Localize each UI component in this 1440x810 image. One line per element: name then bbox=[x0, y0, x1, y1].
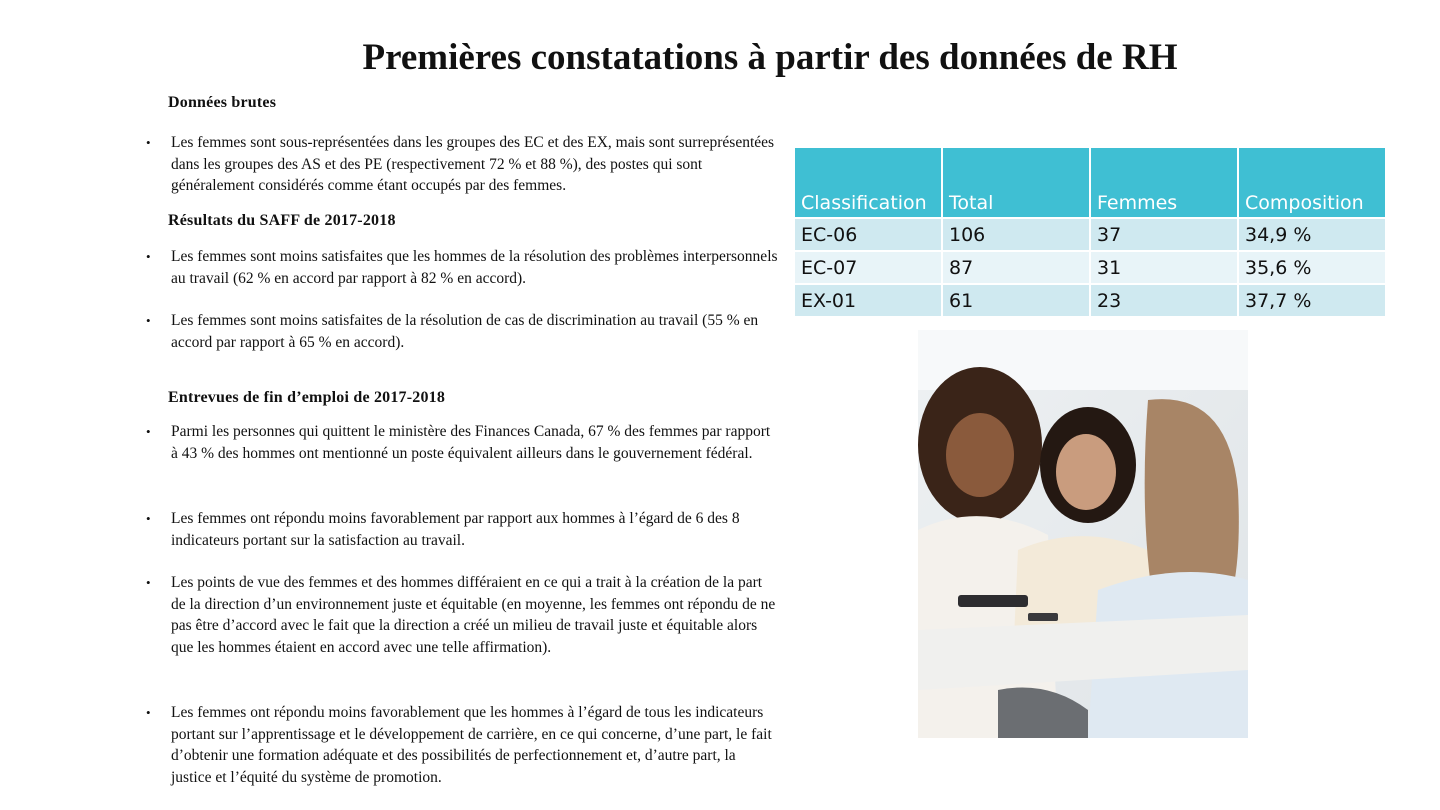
bullet-text: Les femmes ont répondu moins favorablement que les hommes à l’égard de tous les indicateurs portant sur l’apprentissage et le développement de carrière, en ce qui concerne, d’une part, le fait d’obtenir une formation adéquate et des possibilités de perfectionnement et, d’autre part, la justice et l’équité du système de promotion. bbox=[171, 704, 772, 786]
header-femmes: Femmes bbox=[1091, 148, 1237, 217]
list-item bbox=[146, 132, 778, 197]
bullet-icon: • bbox=[146, 249, 151, 264]
cell-classification: EC-06 bbox=[795, 219, 941, 250]
cell-classification: EC-07 bbox=[795, 252, 941, 283]
cell-femmes: 31 bbox=[1091, 252, 1237, 283]
cell-classification: EX-01 bbox=[795, 285, 941, 316]
section-heading-entrevues: Entrevues de fin d’emploi de 2017-2018 bbox=[168, 389, 446, 406]
bullet-text: Les femmes ont répondu moins favorablement par rapport aux hommes à l’égard de 6 des 8 indicateurs portant sur la satisfaction au travail. bbox=[171, 510, 740, 549]
page-title: Premières constatations à partir des données de RH bbox=[362, 37, 1178, 78]
table-row bbox=[795, 252, 1385, 283]
bullet-text: Les femmes sont sous-représentées dans les groupes des EC et des EX, mais sont surreprésentées dans les groupes des AS et des PE (respectivement 72 % et 88 %), des postes qui sont généralement considérés comme étant occupés par des femmes. bbox=[171, 134, 775, 195]
bullet-icon: • bbox=[146, 705, 151, 720]
bullet-text: Les femmes sont moins satisfaites de la résolution de cas de discrimination au travail (55 % en accord par rapport à 65 % en accord). bbox=[171, 312, 759, 351]
bullet-text: Les points de vue des femmes et des hommes différaient en ce qui a trait à la création de la part de la direction d’un environnement juste et équitable (en moyenne, les femmes ont répondu de ne pas être d’accord avec le fait que la direction a créé un milieu de travail juste et équitable alors que les hommes étaient en accord avec une telle affirmation). bbox=[171, 574, 776, 656]
bullet-icon: • bbox=[146, 135, 151, 150]
cell-total: 106 bbox=[943, 219, 1089, 250]
section-heading-saff: Résultats du SAFF de 2017-2018 bbox=[168, 212, 396, 229]
cell-total: 87 bbox=[943, 252, 1089, 283]
bullet-icon: • bbox=[146, 575, 151, 590]
list-item bbox=[146, 246, 778, 289]
header-composition: Composition bbox=[1239, 148, 1385, 217]
table-header-row bbox=[795, 148, 1385, 217]
bullet-icon: • bbox=[146, 511, 151, 526]
list-item bbox=[146, 702, 778, 788]
list-item bbox=[146, 572, 778, 658]
classification-table bbox=[793, 146, 1387, 318]
list-item bbox=[146, 310, 778, 353]
cell-composition: 34,9 % bbox=[1239, 219, 1385, 250]
bullet-text: Les femmes sont moins satisfaites que les hommes de la résolution des problèmes interpersonnels au travail (62 % en accord par rapport à 82 % en accord). bbox=[171, 248, 778, 287]
bullet-icon: • bbox=[146, 313, 151, 328]
table-row bbox=[795, 285, 1385, 316]
header-total: Total bbox=[943, 148, 1089, 217]
cell-total: 61 bbox=[943, 285, 1089, 316]
bullet-text: Parmi les personnes qui quittent le ministère des Finances Canada, 67 % des femmes par rapport à 43 % des hommes ont mentionné un poste équivalent ailleurs dans le gouvernement fédéral. bbox=[171, 423, 771, 462]
list-item bbox=[146, 508, 778, 551]
cell-composition: 35,6 % bbox=[1239, 252, 1385, 283]
cell-femmes: 37 bbox=[1091, 219, 1237, 250]
section-heading-donnees-brutes: Données brutes bbox=[168, 94, 277, 111]
table-row bbox=[795, 219, 1385, 250]
cell-femmes: 23 bbox=[1091, 285, 1237, 316]
women-meeting-photo bbox=[918, 330, 1248, 738]
bullet-icon: • bbox=[146, 424, 151, 439]
header-classification: Classification bbox=[795, 148, 941, 217]
cell-composition: 37,7 % bbox=[1239, 285, 1385, 316]
list-item bbox=[146, 421, 778, 464]
